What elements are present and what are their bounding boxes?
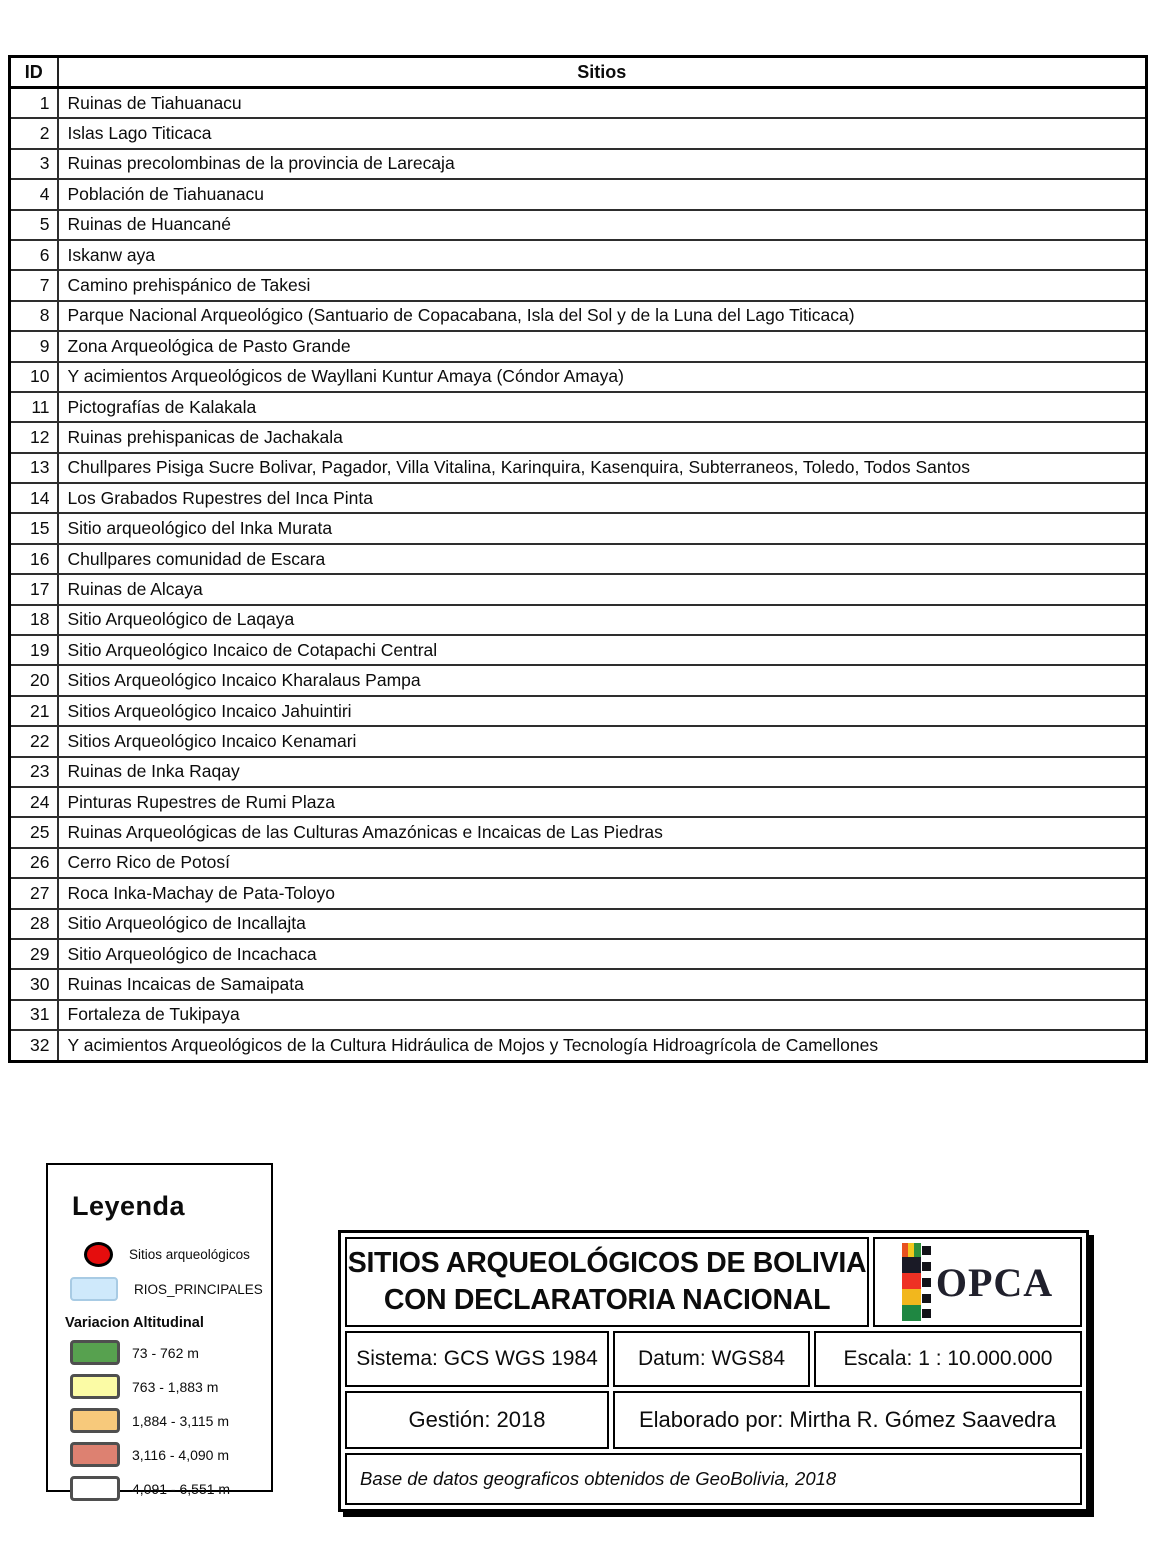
site-id-cell: 12 xyxy=(10,422,58,452)
site-id-cell: 26 xyxy=(10,848,58,878)
table-row xyxy=(10,88,1147,119)
site-id-cell: 10 xyxy=(10,362,58,392)
table-row xyxy=(10,544,1147,574)
site-id-cell: 32 xyxy=(10,1030,58,1061)
site-id-cell: 23 xyxy=(10,757,58,787)
site-name-cell: Zona Arqueológica de Pasto Grande xyxy=(58,331,1147,361)
site-name-cell: Ruinas prehispanicas de Jachakala xyxy=(58,422,1147,452)
altitude-class-item xyxy=(48,1442,271,1467)
altitude-swatch-icon xyxy=(70,1442,120,1467)
site-name-cell: Sitios Arqueológico Incaico Kenamari xyxy=(58,726,1147,756)
table-row xyxy=(10,969,1147,999)
table-row xyxy=(10,179,1147,209)
datum-cell: Datum: WGS84 xyxy=(613,1331,810,1387)
site-name-cell: Pictografías de Kalakala xyxy=(58,392,1147,422)
altitude-swatch-icon xyxy=(70,1374,120,1399)
site-id-cell: 7 xyxy=(10,270,58,300)
site-id-cell: 27 xyxy=(10,878,58,908)
site-id-cell: 8 xyxy=(10,301,58,331)
site-name-cell: Chullpares Pisiga Sucre Bolivar, Pagador, Villa Vitalina, Karinquira, Kasenquira, Subterraneos, Toledo, Todos Santos xyxy=(58,453,1147,483)
logo-segment xyxy=(902,1289,921,1305)
site-id-cell: 21 xyxy=(10,696,58,726)
site-name-cell: Fortaleza de Tukipaya xyxy=(58,1000,1147,1030)
table-row xyxy=(10,817,1147,847)
site-name-cell: Sitio Arqueológico Incaico de Cotapachi Central xyxy=(58,635,1147,665)
site-id-cell: 11 xyxy=(10,392,58,422)
table-row xyxy=(10,726,1147,756)
table-row xyxy=(10,392,1147,422)
site-name-cell: Camino prehispánico de Takesi xyxy=(58,270,1147,300)
altitude-class-item xyxy=(48,1374,271,1399)
site-name-cell: Islas Lago Titicaca xyxy=(58,118,1147,148)
table-row xyxy=(10,513,1147,543)
site-id-cell: 9 xyxy=(10,331,58,361)
site-name-cell: Ruinas de Tiahuanacu xyxy=(58,88,1147,119)
altitude-swatch-icon xyxy=(70,1408,120,1433)
site-name-cell: Sitio Arqueológico de Laqaya xyxy=(58,605,1147,635)
site-name-cell: Los Grabados Rupestres del Inca Pinta xyxy=(58,483,1147,513)
altitude-class-item xyxy=(48,1476,271,1501)
header-id: ID xyxy=(10,57,58,88)
table-row xyxy=(10,331,1147,361)
site-id-cell: 18 xyxy=(10,605,58,635)
site-id-cell: 6 xyxy=(10,240,58,270)
table-row xyxy=(10,605,1147,635)
sites-table xyxy=(8,55,1148,1063)
site-id-cell: 3 xyxy=(10,149,58,179)
legend-item-rivers xyxy=(48,1277,271,1301)
gestion-cell: Gestión: 2018 xyxy=(345,1391,609,1449)
table-row xyxy=(10,665,1147,695)
site-name-cell: Roca Inka-Machay de Pata-Toloyo xyxy=(58,878,1147,908)
table-row xyxy=(10,270,1147,300)
altitude-class-label: 4,091 - 6,551 m xyxy=(132,1480,231,1497)
site-name-cell: Y acimientos Arqueológicos de la Cultura Hidráulica de Mojos y Tecnología Hidroagrícola de Camellones xyxy=(58,1030,1147,1061)
altitude-class-label: 73 - 762 m xyxy=(132,1344,199,1361)
table-row xyxy=(10,483,1147,513)
altitude-class-list xyxy=(48,1340,271,1501)
site-id-cell: 28 xyxy=(10,909,58,939)
site-name-cell: Ruinas Arqueológicas de las Culturas Amazónicas e Incaicas de Las Piedras xyxy=(58,817,1147,847)
legend-title: Leyenda xyxy=(72,1191,186,1221)
table-row xyxy=(10,574,1147,604)
site-name-cell: Pinturas Rupestres de Rumi Plaza xyxy=(58,787,1147,817)
table-row xyxy=(10,118,1147,148)
altitude-class-item xyxy=(48,1408,271,1433)
legend-item-sites xyxy=(48,1242,271,1267)
table-row xyxy=(10,635,1147,665)
site-name-cell: Ruinas de Inka Raqay xyxy=(58,757,1147,787)
site-name-cell: Sitio Arqueológico de Incallajta xyxy=(58,909,1147,939)
table-row xyxy=(10,210,1147,240)
site-id-cell: 4 xyxy=(10,179,58,209)
map-title xyxy=(345,1237,869,1327)
altitude-class-label: 763 - 1,883 m xyxy=(132,1378,219,1395)
table-row xyxy=(10,1000,1147,1030)
map-title-line1: SITIOS ARQUEOLÓGICOS DE BOLIVIA xyxy=(347,1246,867,1279)
opca-logo-cell xyxy=(873,1237,1082,1327)
altitude-class-label: 3,116 - 4,090 m xyxy=(132,1446,230,1463)
site-name-cell: Chullpares comunidad de Escara xyxy=(58,544,1147,574)
elaborado-cell: Elaborado por: Mirtha R. Gómez Saavedra xyxy=(613,1391,1082,1449)
site-name-cell: Población de Tiahuanacu xyxy=(58,179,1147,209)
site-name-cell: Sitio Arqueológico de Incachaca xyxy=(58,939,1147,969)
site-id-cell: 29 xyxy=(10,939,58,969)
table-row xyxy=(10,696,1147,726)
logo-segment xyxy=(902,1257,921,1273)
opca-logo-text: OPCA xyxy=(935,1259,1054,1305)
site-name-cell: Iskanw aya xyxy=(58,240,1147,270)
table-row xyxy=(10,240,1147,270)
legend-item-label: RIOS_PRINCIPALES xyxy=(134,1281,263,1297)
site-marker-icon xyxy=(84,1242,113,1267)
source-note: Base de datos geograficos obtenidos de GeoBolivia, 2018 xyxy=(345,1453,1082,1505)
site-id-cell: 19 xyxy=(10,635,58,665)
logo-segment xyxy=(902,1273,921,1289)
site-id-cell: 30 xyxy=(10,969,58,999)
site-name-cell: Ruinas Incaicas de Samaipata xyxy=(58,969,1147,999)
site-id-cell: 16 xyxy=(10,544,58,574)
site-name-cell: Ruinas de Alcaya xyxy=(58,574,1147,604)
map-title-block xyxy=(338,1230,1089,1512)
opca-logo-icon xyxy=(902,1243,933,1321)
site-name-cell: Parque Nacional Arqueológico (Santuario de Copacabana, Isla del Sol y de la Luna del Lago Titicaca) xyxy=(58,301,1147,331)
escala-cell: Escala: 1 : 10.000.000 xyxy=(814,1331,1082,1387)
table-row xyxy=(10,848,1147,878)
altitude-swatch-icon xyxy=(70,1340,120,1365)
site-name-cell: Y acimientos Arqueológicos de Wayllani Kuntur Amaya (Cóndor Amaya) xyxy=(58,362,1147,392)
sistema-cell: Sistema: GCS WGS 1984 xyxy=(345,1331,609,1387)
site-id-cell: 15 xyxy=(10,513,58,543)
altitude-class-label: 1,884 - 3,115 m xyxy=(132,1412,230,1429)
logo-stripe xyxy=(914,1243,920,1257)
altitude-swatch-icon xyxy=(70,1476,120,1501)
table-row xyxy=(10,149,1147,179)
header-sitios: Sitios xyxy=(58,57,1147,88)
table-row xyxy=(10,362,1147,392)
site-id-cell: 24 xyxy=(10,787,58,817)
site-id-cell: 1 xyxy=(10,88,58,119)
site-name-cell: Ruinas precolombinas de la provincia de Larecaja xyxy=(58,149,1147,179)
table-row xyxy=(10,1030,1147,1061)
table-row xyxy=(10,757,1147,787)
rivers-swatch-icon xyxy=(70,1277,118,1301)
logo-segment xyxy=(902,1305,921,1321)
table-row xyxy=(10,909,1147,939)
site-id-cell: 22 xyxy=(10,726,58,756)
site-name-cell: Ruinas de Huancané xyxy=(58,210,1147,240)
site-name-cell: Sitio arqueológico del Inka Murata xyxy=(58,513,1147,543)
legend-box xyxy=(46,1163,273,1497)
site-id-cell: 13 xyxy=(10,453,58,483)
site-id-cell: 14 xyxy=(10,483,58,513)
site-id-cell: 2 xyxy=(10,118,58,148)
map-title-line2: CON DECLARATORIA NACIONAL xyxy=(383,1284,831,1316)
table-header-row xyxy=(10,57,1147,88)
table-row xyxy=(10,453,1147,483)
site-name-cell: Cerro Rico de Potosí xyxy=(58,848,1147,878)
site-name-cell: Sitios Arqueológico Incaico Jahuintiri xyxy=(58,696,1147,726)
site-id-cell: 20 xyxy=(10,665,58,695)
table-row xyxy=(10,787,1147,817)
legend-item-label: Sitios arqueológicos xyxy=(129,1247,250,1262)
table-row xyxy=(10,878,1147,908)
site-id-cell: 25 xyxy=(10,817,58,847)
altitude-class-item xyxy=(48,1340,271,1365)
table-row xyxy=(10,422,1147,452)
altitude-variation-header: Variacion Altitudinal xyxy=(65,1315,204,1331)
table-row xyxy=(10,301,1147,331)
site-id-cell: 31 xyxy=(10,1000,58,1030)
site-id-cell: 17 xyxy=(10,574,58,604)
table-row xyxy=(10,939,1147,969)
site-name-cell: Sitios Arqueológico Incaico Kharalaus Pampa xyxy=(58,665,1147,695)
site-id-cell: 5 xyxy=(10,210,58,240)
